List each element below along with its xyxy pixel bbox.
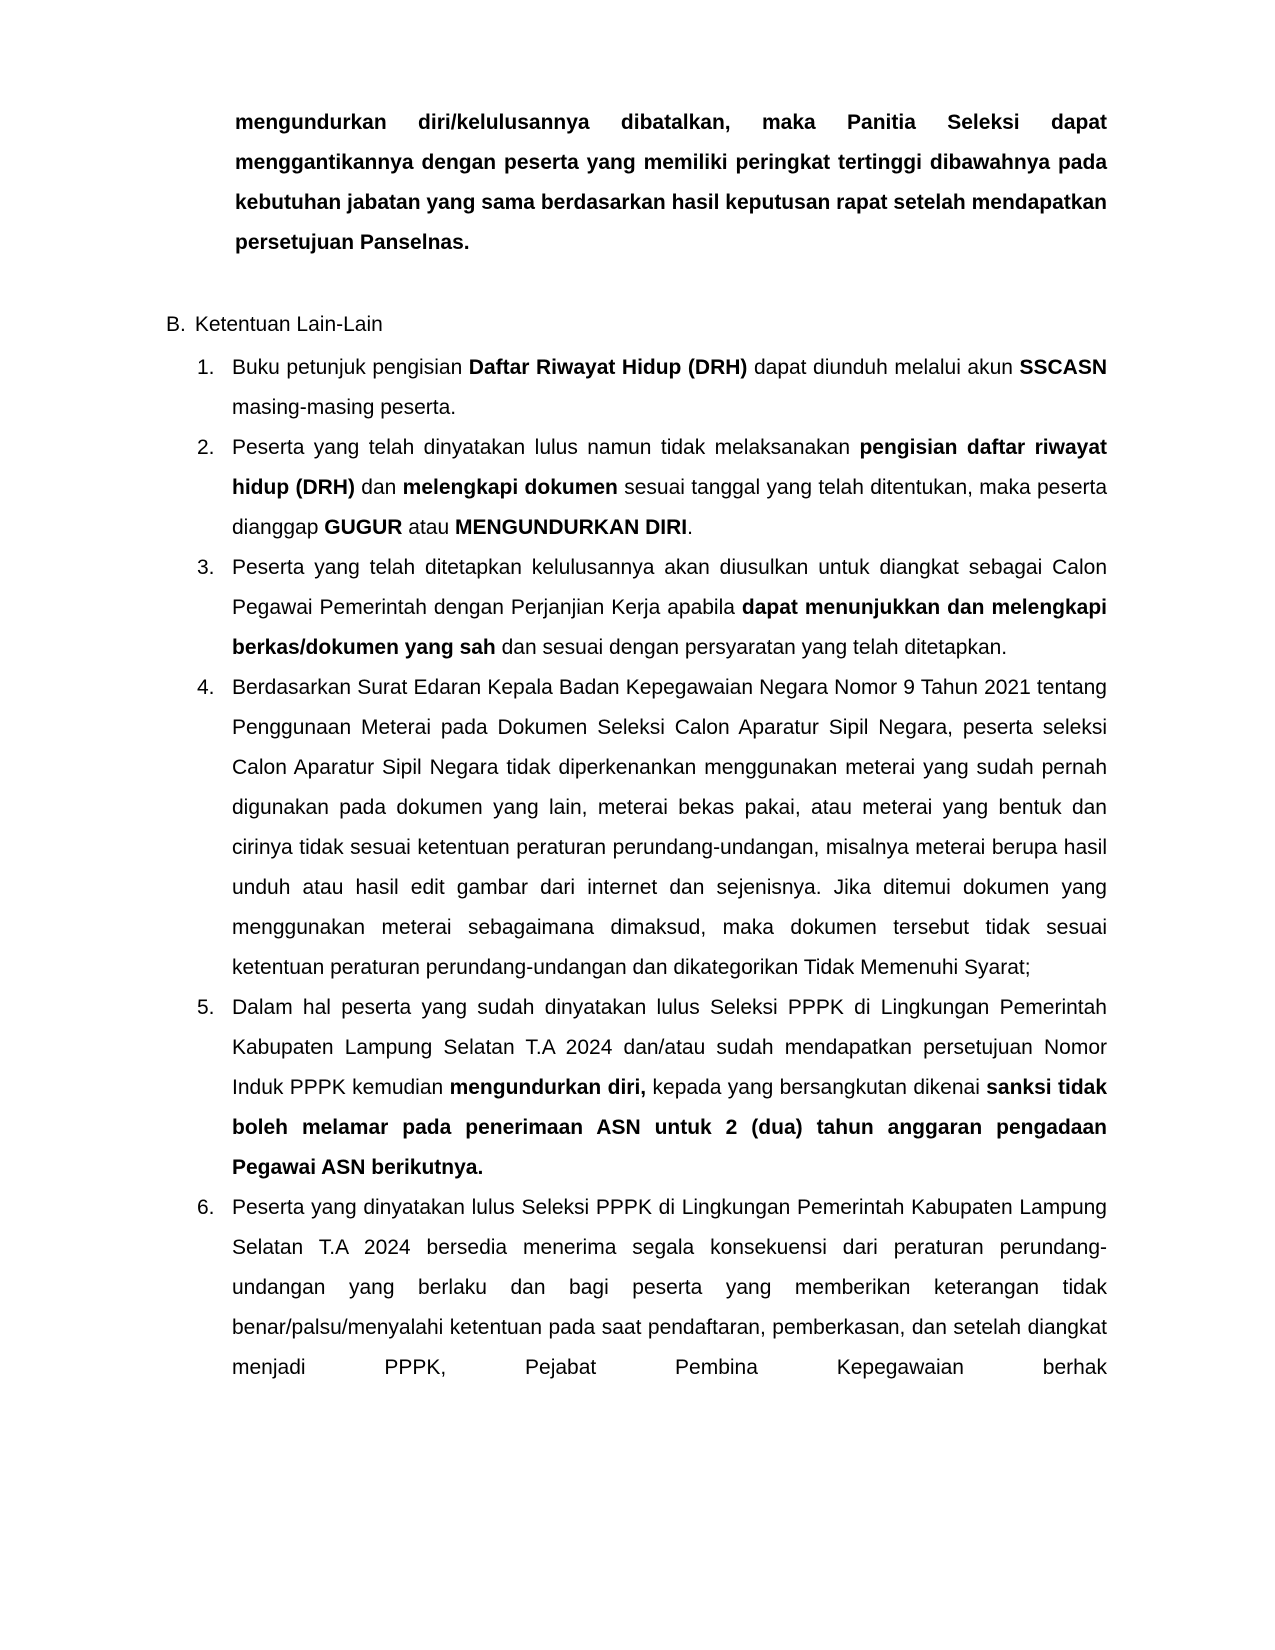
list-item [0, 668, 1275, 988]
list-item [0, 428, 1275, 548]
text-segment-bold: pengisian daftar riwayat hidup (DRH) [232, 436, 1107, 499]
list-item-number: 5. [197, 996, 215, 1019]
list-item [0, 548, 1275, 668]
text-segment: Buku petunjuk pengisian [232, 356, 469, 379]
list-item-text [232, 1188, 1107, 1388]
list-item-number: 1. [197, 356, 215, 379]
list-item [0, 348, 1275, 428]
list-item-text [232, 668, 1107, 988]
list-item-number: 6. [197, 1196, 215, 1219]
text-segment-bold: melengkapi dokumen [402, 476, 618, 499]
list-item [0, 988, 1275, 1188]
list-item-number: 3. [197, 556, 215, 579]
text-segment-bold: SSCASN [1019, 356, 1107, 379]
text-segment: masing-masing peserta. [232, 396, 457, 419]
text-segment: Peserta yang dinyatakan lulus Seleksi PPPK di Lingkungan Pemerintah Kabupaten Lampung Selatan T.A 2024 bersedia menerima segala konsekuensi dari peraturan perundang-undangan yang berlaku dan bagi peserta yang memberikan keterangan tidak benar/palsu/menyalahi ketentuan pada saat pendaftaran, pemberkasan, dan setelah diangkat menjadi PPPK, Pejabat Pembina Kepegawaian berhak [232, 1196, 1107, 1379]
text-segment: dan [354, 476, 403, 499]
section-label: B. [166, 313, 186, 336]
text-segment: atau [402, 516, 455, 539]
text-segment: . [687, 516, 693, 539]
list-item-text [232, 988, 1107, 1188]
text-segment-bold: Daftar Riwayat Hidup (DRH) [468, 356, 748, 379]
list-item-text [232, 348, 1107, 428]
text-segment: Peserta yang telah ditetapkan kelulusannya akan diusulkan untuk diangkat sebagai Calon Pegawai Pemerintah dengan Perjanjian Kerja apabila [232, 556, 1107, 619]
text-segment: kepada yang bersangkutan dikenai [646, 1076, 987, 1099]
text-segment-bold: MENGUNDURKAN DIRI [454, 516, 688, 539]
text-segment-bold: dapat menunjukkan dan melengkapi berkas/dokumen yang sah [232, 596, 1107, 659]
list-item-number: 2. [197, 436, 215, 459]
section-heading [166, 305, 1275, 345]
list-item [0, 1188, 1275, 1388]
ordered-list [0, 348, 1275, 1388]
text-segment-bold: GUGUR [324, 516, 403, 539]
section-title: Ketentuan Lain-Lain [194, 313, 383, 336]
text-segment: sesuai tanggal yang telah ditentukan, maka peserta dianggap [232, 476, 1108, 539]
text-segment: Dalam hal peserta yang sudah dinyatakan lulus Seleksi PPPK di Lingkungan Pemerintah Kabupaten Lampung Selatan T.A 2024 dan/atau sudah mendapatkan persetujuan Nomor Induk PPPK kemudian [232, 996, 1107, 1099]
list-item-number: 4. [197, 676, 215, 699]
list-item-text [232, 428, 1107, 548]
text-segment: Peserta yang telah dinyatakan lulus namun tidak melaksanakan [232, 436, 860, 459]
text-segment-bold: mengundurkan diri, [449, 1076, 647, 1099]
text-segment: dapat diunduh melalui akun [747, 356, 1020, 379]
intro-paragraph: mengundurkan diri/kelulusannya dibatalkan, maka Panitia Seleksi dapat menggantikannya dengan peserta yang memiliki peringkat tertinggi dibawahnya pada kebutuhan jabatan yang sama berdasarkan hasil keputusan rapat setelah mendapatkan persetujuan Panselnas. [235, 111, 1107, 254]
text-segment: dan sesuai dengan persyaratan yang telah ditetapkan. [495, 636, 1008, 659]
text-segment-bold: sanksi tidak boleh melamar pada penerimaan ASN untuk 2 (dua) tahun anggaran pengadaan Pegawai ASN berikutnya. [232, 1076, 1108, 1179]
list-item-text [232, 548, 1107, 668]
text-segment: Berdasarkan Surat Edaran Kepala Badan Kepegawaian Negara Nomor 9 Tahun 2021 tentang Penggunaan Meterai pada Dokumen Seleksi Calon Aparatur Sipil Negara, peserta seleksi Calon Aparatur Sipil Negara tidak diperkenankan menggunakan meterai yang sudah pernah digunakan pada dokumen yang lain, meterai bekas pakai, atau meterai yang bentuk dan cirinya tidak sesuai ketentuan peraturan perundang-undangan, misalnya meterai berupa hasil unduh atau hasil edit gambar dari internet dan sejenisnya. Jika ditemui dokumen yang menggunakan meterai sebagaimana dimaksud, maka dokumen tersebut tidak sesuai ketentuan peraturan perundang-undangan dan dikategorikan Tidak Memenuhi Syarat; [232, 676, 1107, 979]
